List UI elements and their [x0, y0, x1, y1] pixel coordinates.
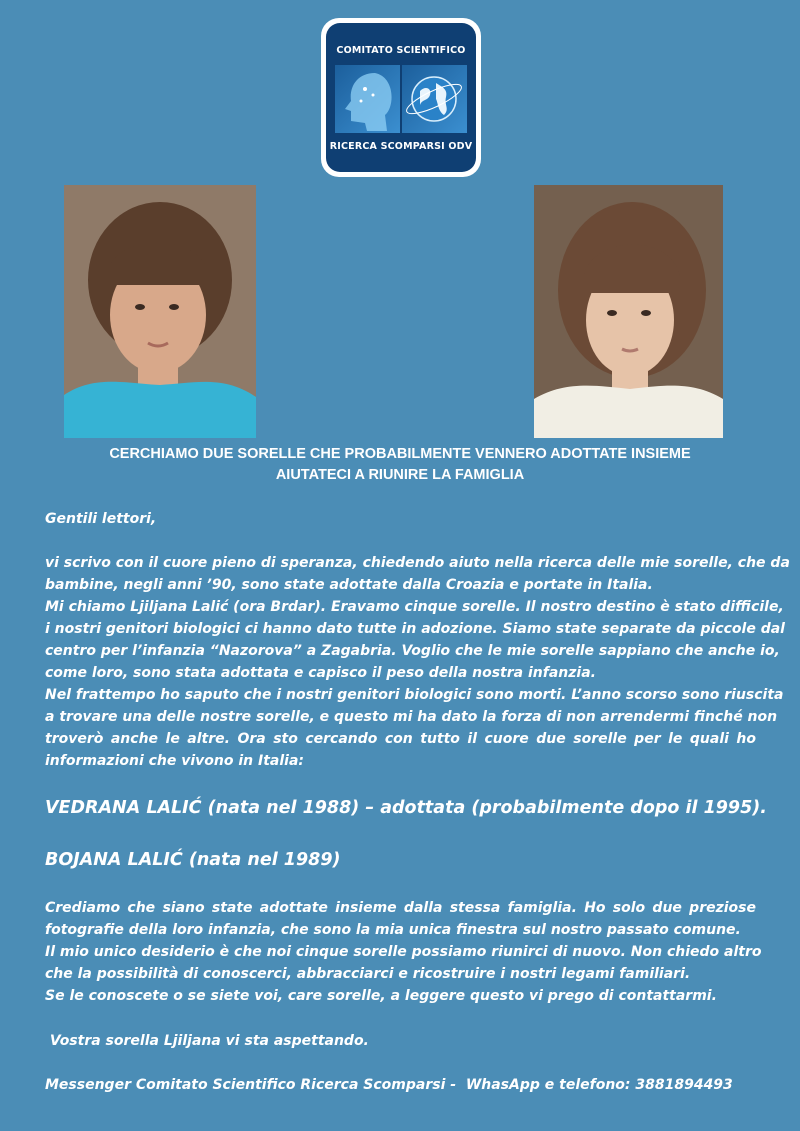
paragraph-2-line: che la possibilità di conoscerci, abbracciarci e ricostruire i nostri legami familiari. — [45, 966, 691, 982]
photo-sister-left — [64, 185, 256, 438]
photo-sister-right — [534, 185, 723, 438]
paragraph-1-line: come loro, sono stata adottata e capisco il peso della nostra infanzia. — [45, 665, 596, 681]
paragraph-1-line: Nel frattempo ho saputo che i nostri genitori biologici sono morti. L’anno scorso sono riuscita — [45, 687, 784, 703]
paragraph-2-line: fotografie della loro infanzia, che sono la mia unica finestra sul nostro passato comune. — [45, 922, 741, 938]
paragraph-2-line: Il mio unico desiderio è che noi cinque sorelle possiamo riunirci di nuovo. Non chiedo altro — [45, 944, 762, 960]
paragraph-1-line: Mi chiamo Ljiljana Lalić (ora Brdar). Eravamo cinque sorelle. Il nostro destino è stato difficile, — [45, 599, 784, 615]
letter-paragraph-1 — [45, 552, 790, 772]
paragraph-1-line: informazioni che vivono in Italia: — [45, 753, 305, 769]
paragraph-1-line: bambine, negli anni ’90, sono state adottate dalla Croazia e portate in Italia. — [45, 577, 653, 593]
paragraph-2-line: Crediamo che siano state adottate insieme dalla stessa famiglia. Ho solo due preziose — [45, 900, 756, 916]
logo-emblem — [335, 65, 467, 133]
paragraph-2-line: Se le conoscete o se siete voi, care sorelle, a leggere questo vi prego di contattarmi. — [45, 988, 717, 1004]
contact-info: Messenger Comitato Scientifico Ricerca Scomparsi - WhasApp e telefono: 3881894493 — [45, 1077, 733, 1093]
organization-logo — [321, 18, 481, 177]
paragraph-1-line: i nostri genitori biologici ci hanno dato tutte in adozione. Siamo state separate da piccole dal — [45, 621, 785, 637]
sister-bojana: BOJANA LALIĆ (nata nel 1989) — [45, 850, 341, 870]
logo-top-text: COMITATO SCIENTIFICO — [336, 45, 466, 56]
headline-line-2: AIUTATECI A RIUNIRE LA FAMIGLIA — [275, 467, 525, 483]
paragraph-1-line: troverò anche le altre. Ora sto cercando con tutto il cuore due sorelle per le quali ho — [45, 731, 756, 747]
head-profile-icon — [335, 65, 400, 133]
globe-icon — [402, 65, 467, 133]
logo-panel — [326, 23, 476, 172]
headline-line-1: CERCHIAMO DUE SORELLE CHE PROBABILMENTE VENNERO ADOTTATE INSIEME — [109, 446, 691, 462]
paragraph-1-line: vi scrivo con il cuore pieno di speranza, chiedendo aiuto nella ricerca delle mie sorelle, che da — [45, 555, 790, 571]
letter-paragraph-2 — [45, 897, 762, 1007]
paragraph-1-line: centro per l’infanzia “Nazorova” a Zagabria. Voglio che le mie sorelle sappiano che anche io, — [45, 643, 780, 659]
letter-signoff: Vostra sorella Ljiljana vi sta aspettando. — [45, 1033, 369, 1049]
logo-bottom-text: RICERCA SCOMPARSI ODV — [329, 141, 473, 152]
paragraph-1-line: a trovare una delle nostre sorelle, e questo mi ha dato la forza di non arrendermi finché non — [45, 709, 778, 725]
sister-vedrana: VEDRANA LALIĆ (nata nel 1988) – adottata (probabilmente dopo il 1995). — [45, 798, 767, 818]
letter-greeting: Gentili lettori, — [45, 511, 157, 527]
